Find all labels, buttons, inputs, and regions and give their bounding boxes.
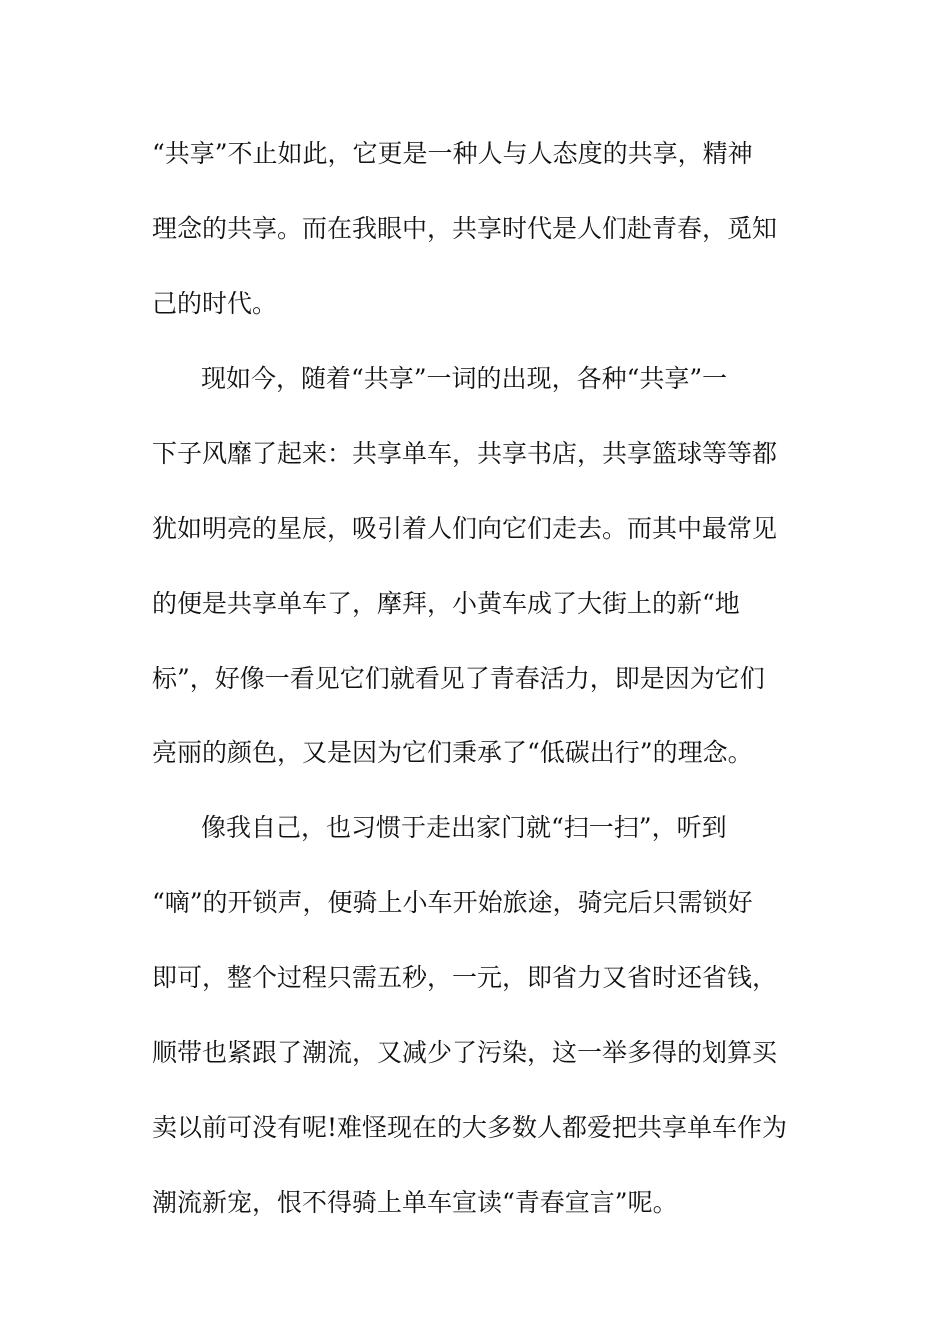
text-line: 顺带也紧跟了潮流，又减少了污染，这一举多得的划算买 (152, 1038, 778, 1067)
text-line: 卖以前可没有呢!难怪现在的大多数人都爱把共享单车作为 (152, 1113, 788, 1142)
text-line: 标”，好像一看见它们就看见了青春活力，即是因为它们 (152, 664, 765, 693)
text-line: 潮流新宠，恨不得骑上单车宣读“青春宣言”呢。 (152, 1188, 678, 1217)
text-line: 的便是共享单车了，摩拜，小黄车成了大街上的新“地 (152, 589, 740, 618)
text-line: “嘀”的开锁声，便骑上小车开始旅途，骑完后只需锁好 (152, 888, 753, 917)
text-line: 理念的共享。而在我眼中，共享时代是人们赴青春，觅知 (152, 214, 778, 243)
text-line: 亮丽的颜色，又是因为它们秉承了“低碳出行”的理念。 (152, 738, 753, 767)
text-line: 像我自己，也习惯于走出家门就“扫一扫”，听到 (201, 813, 727, 842)
text-line: 即可，整个过程只需五秒，一元，即省力又省时还省钱， (152, 963, 778, 992)
text-line: “共享”不止如此，它更是一种人与人态度的共享，精神 (152, 139, 753, 168)
text-line: 己的时代。 (152, 289, 278, 318)
text-line: 犹如明亮的星辰，吸引着人们向它们走去。而其中最常见 (152, 514, 778, 543)
text-line: 下子风靡了起来：共享单车，共享书店，共享篮球等等都 (152, 439, 778, 468)
text-line: 现如今，随着“共享”一词的出现，各种“共享”一 (201, 364, 728, 393)
